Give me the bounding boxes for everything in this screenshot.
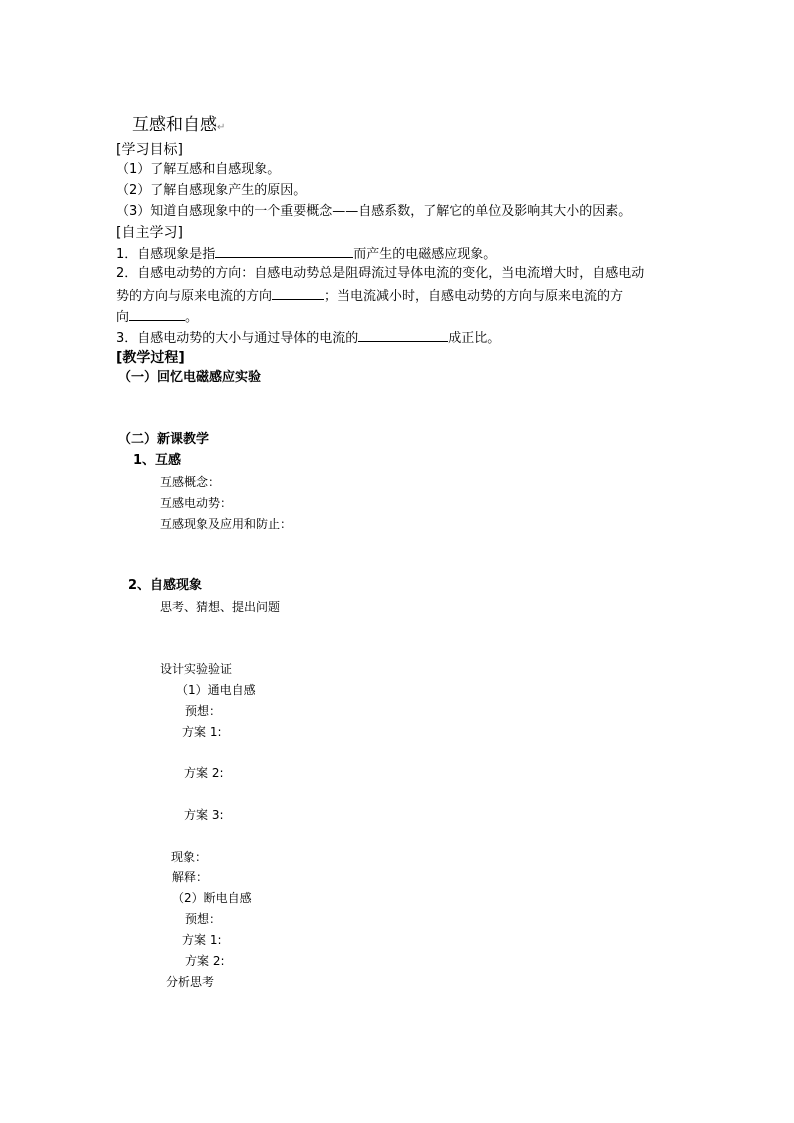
self-study-header: [自主学习] (116, 225, 183, 241)
predict-line-2: 预想： (185, 912, 222, 926)
question-2-line3: 向 。 (116, 307, 198, 327)
question-3: 3．自感电动势的大小与通过导体的电流的 成正比。 (116, 328, 500, 348)
plan-1: 方案 1: (182, 725, 222, 739)
goal-item: （2）了解自感现象产生的原因。 (116, 183, 307, 198)
answer-blank[interactable] (358, 328, 448, 342)
plan-1-b: 方案 1: (182, 933, 222, 947)
predict-line: 预想： (185, 704, 222, 718)
self-heading: 2、自感现象 (128, 578, 203, 593)
plan-2: 方案 2: (184, 766, 224, 780)
power-on-heading: （1）通电自感 (176, 683, 256, 697)
answer-blank[interactable] (272, 286, 324, 300)
power-off-heading: （2）断电自感 (172, 891, 252, 905)
question-2-line2: 势的方向与原来电流的方向 ；当电流减小时，自感电动势的方向与原来电流的方 (116, 286, 623, 306)
paragraph-mark-icon: ↵ (217, 122, 226, 133)
plan-3: 方案 3: (184, 808, 224, 822)
page-title: 互感和自感↵ (132, 115, 226, 135)
explain-line: 解释： (172, 870, 209, 884)
plan-2-b: 方案 2: (185, 954, 225, 968)
mutual-item: 互感概念： (160, 475, 221, 489)
goal-item: （1）了解互感和自感现象。 (116, 162, 281, 177)
part-1-heading: （一）回忆电磁感应实验 (118, 370, 262, 385)
part-2-heading: （二）新课教学 (118, 432, 210, 447)
answer-blank[interactable] (129, 307, 185, 321)
question-2-line1: 2．自感电动势的方向：自感电动势总是阻碍流过导体电流的变化，当电流增大时，自感电动 (116, 266, 645, 281)
mutual-heading: 1、互感 (133, 453, 182, 468)
process-header: [教学过程] (116, 350, 185, 366)
answer-blank[interactable] (215, 244, 353, 258)
mutual-item: 互感现象及应用和防止： (160, 517, 293, 531)
design-line: 设计实验验证 (160, 662, 233, 676)
phenomenon-line: 现象： (171, 850, 208, 864)
analysis-line: 分析思考 (166, 975, 215, 989)
question-1: 1．自感现象是指 而产生的电磁感应现象。 (116, 244, 496, 264)
goals-header: [学习目标] (116, 142, 183, 158)
goal-item: （3）知道自感现象中的一个重要概念——自感系数，了解它的单位及影响其大小的因素。 (116, 204, 632, 219)
mutual-item: 互感电动势： (160, 496, 233, 510)
think-line: 思考、猜想、提出问题 (160, 600, 281, 614)
